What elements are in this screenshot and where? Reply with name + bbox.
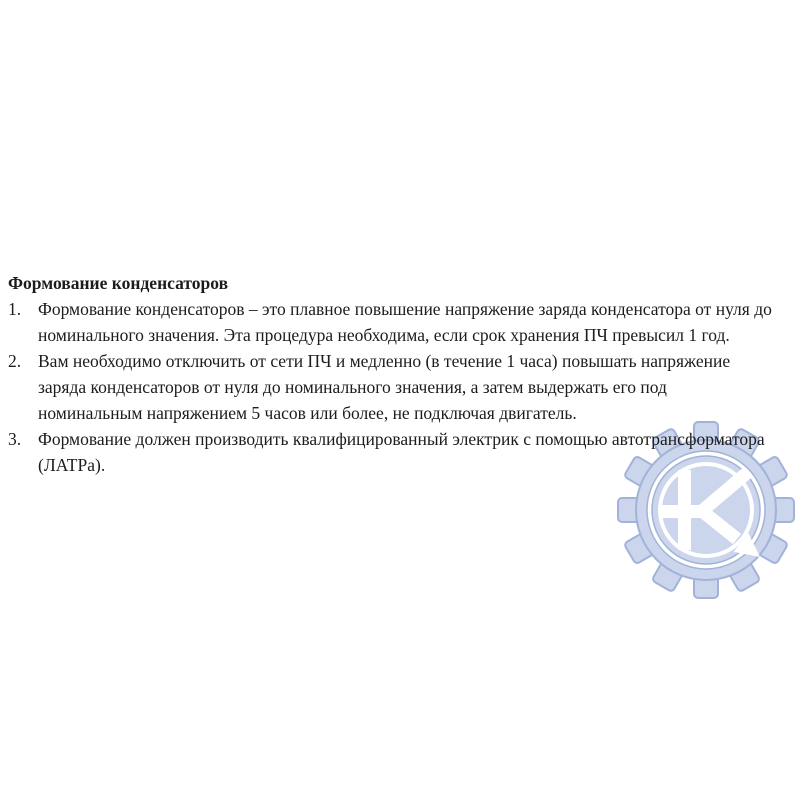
list-item-text: Формование должен производить квалифицированный электрик с помощью автотрансформатора (ЛАТРа). xyxy=(38,429,765,475)
document-body xyxy=(8,270,773,478)
list-item xyxy=(8,426,773,478)
list-item xyxy=(8,296,773,348)
list-item-number: 1. xyxy=(8,299,22,319)
list-item-number: 2. xyxy=(8,351,22,371)
numbered-list xyxy=(8,296,773,478)
list-item-text: Формование конденсаторов – это плавное повышение напряжение заряда конденсатора от нуля до номинального значения. Эта процедура необходима, если срок хранения ПЧ превысил 1 год. xyxy=(38,299,772,345)
list-item-text: Вам необходимо отключить от сети ПЧ и медленно (в течение 1 часа) повышать напряжение заряда конденсаторов от нуля до номинального значения, а затем выдержать его под номинальным напряжением 5 часов или более, не подключая двигатель. xyxy=(38,351,731,423)
list-item-number: 3. xyxy=(8,429,22,449)
section-heading: Формование конденсаторов xyxy=(8,273,229,293)
list-item xyxy=(8,348,773,426)
